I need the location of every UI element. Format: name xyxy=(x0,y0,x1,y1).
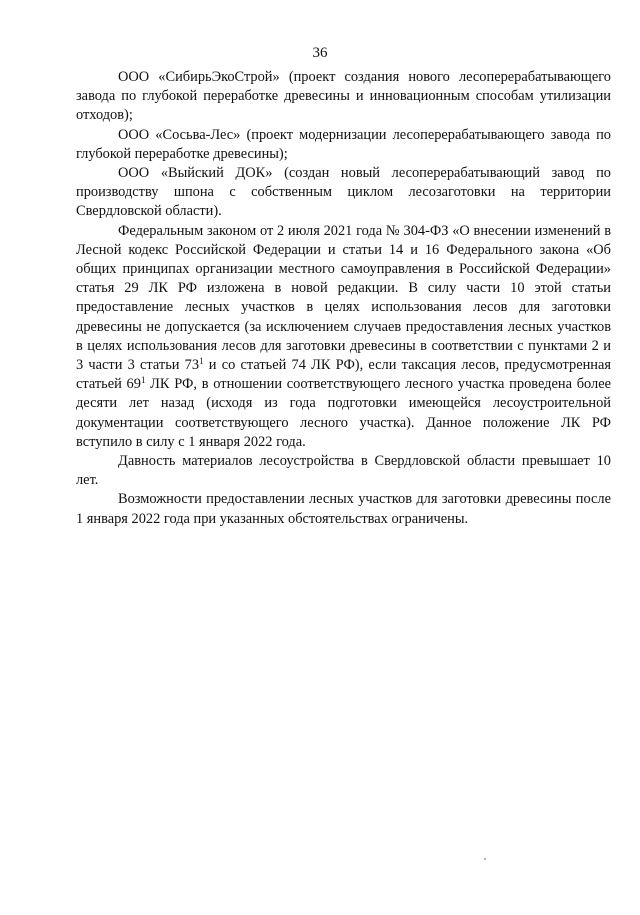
paragraph-federal-law xyxy=(76,222,611,452)
document-body xyxy=(76,68,611,529)
federal-law-text-part-1: Федеральным законом от 2 июля 2021 года № 304-ФЗ «О внесении изменений в Лесной кодекс Российской Федерации и статьи 14 и 16 Федерального закона «Об общих принципах организации местного самоуправления в Российской Федерации» статья 29 ЛК РФ изложена в новой редакции. В силу части 10 этой статьи предоставление лесных участков в целях использования лесов для заготовки древесины не допускается (за исключением случаев предоставления лесных участков в целях использования лесов для заготовки древесины в соответствии с пунктами 2 и 3 части 3 статьи 73 xyxy=(76,222,611,374)
page-number: 36 xyxy=(312,45,328,61)
paragraph-vyisky-dok: ООО «Выйский ДОК» (создан новый лесоперерабатывающий завод по производству шпона с собственным циклом лесозаготовки на территории Свердловской области). xyxy=(76,165,611,220)
paragraph-forest-inventory-age: Давность материалов лесоустройства в Свердловской области превышает 10 лет. xyxy=(76,453,611,489)
paragraph-sosva-les: ООО «Сосьва-Лес» (проект модернизации лесоперерабатывающего завода по глубокой переработке древесины); xyxy=(76,126,611,162)
federal-law-text-part-3: ЛК РФ, в отношении соответствующего лесного участка проведена более десяти лет назад (исходя из года подготовки имеющейся лесоустроительной документации соответствующего лесного участка). Данное положение ЛК РФ вступило в силу с 1 января 2022 года. xyxy=(76,376,611,450)
scan-speck xyxy=(484,858,486,860)
superscript-article-69: 1 xyxy=(140,375,146,386)
superscript-article-73: 1 xyxy=(199,356,204,367)
paragraph-sibirekostroy: ООО «СибирьЭкоСтрой» (проект создания нового лесоперерабатывающего завода по глубокой переработке древесины и инновационным способам утилизации отходов); xyxy=(76,69,611,124)
federal-law-text-part-2: и со статьей 74 ЛК РФ), если таксация лесов, предусмотренная статьей 69 xyxy=(76,357,611,393)
paragraph-limited-opportunities: Возможности предоставлении лесных участков для заготовки древесины после 1 января 2022 года при указанных обстоятельствах ограничены. xyxy=(76,491,611,527)
